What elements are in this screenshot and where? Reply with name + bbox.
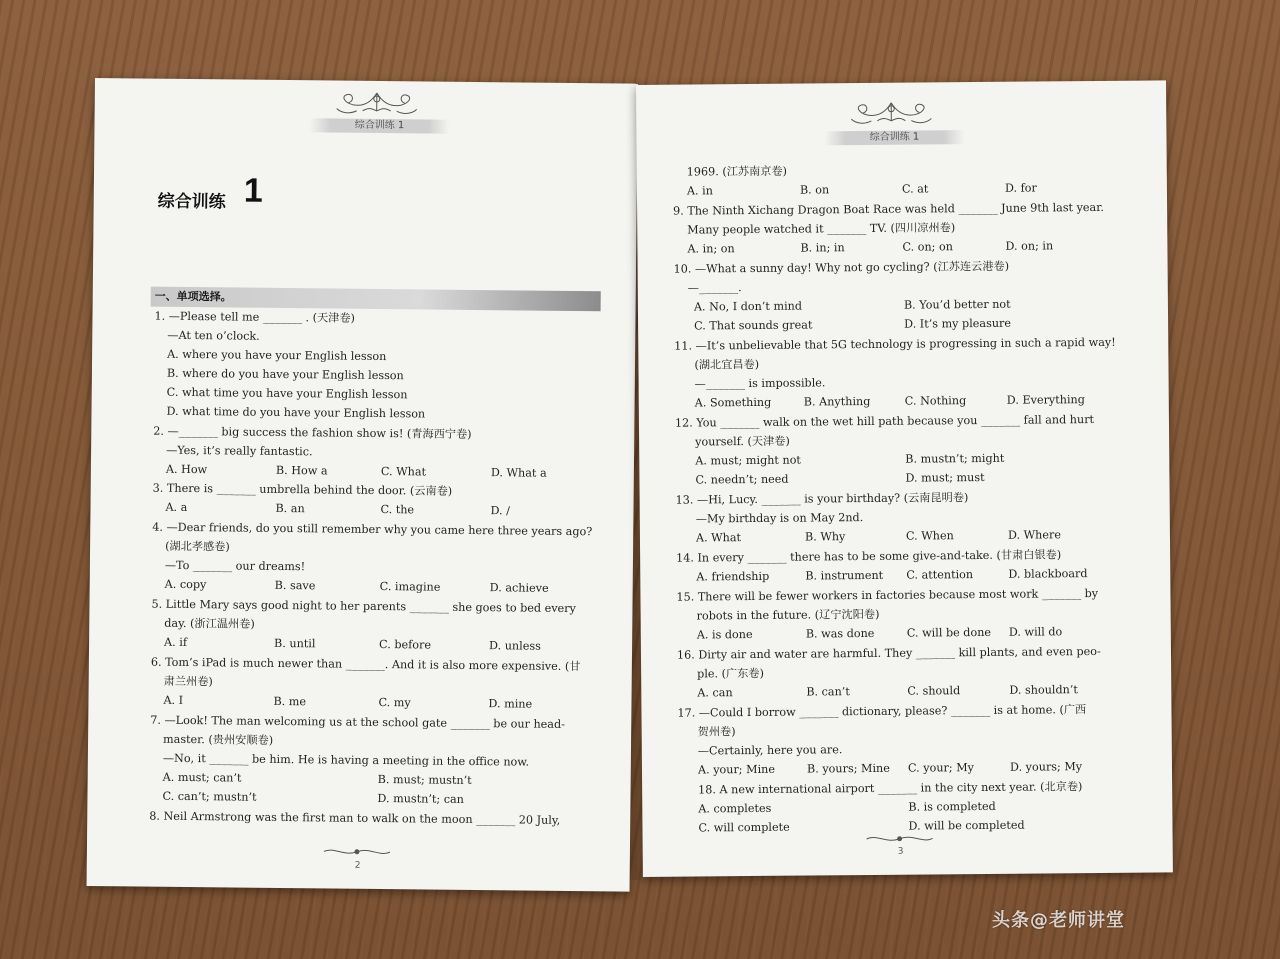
header-ornament-icon [841, 98, 941, 129]
option: C. imagine [379, 580, 441, 594]
option: A. is done [696, 628, 753, 642]
question-line: 16. Dirty air and water are harmful. They _______ kill plants, and even peo- [676, 644, 1101, 662]
option: A. must; might not [695, 453, 801, 468]
watermark: 头条@老师讲堂 [992, 910, 1125, 931]
option: B. in; in [800, 241, 845, 255]
question-line: master. (贵州安顺卷) [163, 732, 274, 747]
option: C. Nothing [904, 394, 967, 408]
option: A. friendship [696, 569, 770, 584]
option: C. will complete [698, 820, 790, 835]
question-line: —_______ is impossible. [694, 376, 826, 391]
question-line: —Certainly, here you are. [697, 743, 843, 758]
question-line: 5. Little Mary says good night to her parents _______ she goes to bed every [151, 597, 576, 616]
question-line: 13. —Hi, Lucy. _______ is your birthday? (云南昆明卷) [675, 491, 969, 507]
option: D. mustn’t; can [377, 791, 465, 806]
option: B. mustn’t; might [905, 451, 1005, 466]
option: B. can’t [806, 685, 850, 699]
chapter-title: 综合训练 [157, 191, 226, 213]
question-line: 10. —What a sunny day! Why not go cycling? (江苏连云港卷) [673, 259, 1010, 276]
question-line: (湖北宜昌卷) [694, 357, 760, 372]
option: B. is completed [908, 799, 996, 814]
option: A. completes [698, 801, 772, 816]
option: C. What [380, 465, 427, 479]
question-line: 肃兰州卷) [163, 674, 213, 689]
page-number: 3 [897, 846, 904, 857]
question-line: 15. There will be fewer workers in factories because most work _______ by [676, 586, 1099, 604]
left-page [87, 78, 638, 892]
option: B. save [274, 578, 316, 593]
question-line: —My birthday is on May 2nd. [695, 511, 864, 526]
question-line: Many people watched it _______ TV. (四川凉州卷) [687, 221, 956, 237]
header-ornament-icon [327, 88, 427, 119]
option: A. Something [694, 395, 772, 410]
question-line: day. (浙江温州卷) [164, 616, 255, 631]
option: B. You’d better not [903, 297, 1011, 312]
question-line: D. what time do you have your English lesson [166, 404, 426, 421]
question-line: ple. (广东卷) [697, 666, 764, 681]
option: C. When [905, 529, 954, 543]
option: D. unless [489, 639, 541, 653]
question-line: 7. —Look! The man welcoming us at the school gate _______ be our head- [150, 713, 566, 731]
option: A. your; Mine [697, 762, 776, 777]
option: D. must; must [905, 470, 985, 485]
option: C. before [379, 638, 432, 652]
option: D. mine [488, 697, 533, 711]
option: B. instrument [805, 568, 884, 583]
footer-ornament-icon [322, 845, 392, 858]
option: C. my [378, 696, 411, 710]
question-line: 8. Neil Armstrong was the first man to walk on the moon _______ 20 July, [149, 809, 561, 827]
option: C. at [901, 182, 929, 196]
option: C. needn’t; need [695, 472, 789, 487]
option: D. for [1004, 181, 1037, 195]
option: A. in; on [687, 242, 735, 256]
option: D. on; in [1005, 239, 1054, 253]
option: B. was done [805, 626, 875, 641]
option: C. attention [906, 568, 974, 582]
question-line: robots in the future. (辽宁沈阳卷) [696, 607, 880, 623]
option: B. until [274, 636, 316, 651]
option: C. on; on [902, 240, 953, 254]
option: B. Anything [803, 394, 871, 409]
question-line: 18. A new international airport _______ in the city next year. (北京卷) [698, 780, 1083, 797]
option: D. / [490, 504, 511, 518]
question-line: 6. Tom’s iPad is much newer than _______. And it is also more expensive. (甘 [150, 655, 581, 674]
option: C. can’t; mustn’t [162, 789, 257, 804]
option: A. I [163, 693, 184, 707]
chapter-number: 1 [243, 171, 263, 210]
option: D. achieve [489, 581, 549, 595]
question-line: 2. —_______ big success the fashion show is! (青海西宁卷) [153, 424, 472, 441]
option: D. will be completed [908, 818, 1025, 833]
option: D. What a [490, 466, 547, 480]
page-number: 2 [354, 860, 361, 871]
option: D. It’s my pleasure [904, 316, 1012, 331]
option: B. on [799, 183, 830, 197]
option: C. should [907, 684, 961, 698]
question-line: B. where do you have your English lesson [166, 366, 404, 383]
question-line: —No, it _______ be him. He is having a meeting in the office now. [162, 751, 530, 769]
option: C. That sounds great [694, 318, 813, 333]
header-title: 综合训练 1 [309, 118, 449, 133]
right-page [636, 80, 1173, 877]
option: D. blackboard [1008, 567, 1088, 581]
option: C. will be done [906, 625, 992, 640]
option: D. Where [1007, 528, 1061, 542]
option: A. How [165, 462, 208, 477]
option: B. yours; Mine [806, 761, 890, 776]
section-label: 一、单项选择。 [154, 289, 232, 304]
option: B. an [275, 501, 305, 516]
question-line: 1. —Please tell me _______ . (天津卷) [154, 309, 356, 325]
option: A. What [695, 531, 742, 545]
question-line: 12. You _______ walk on the wet hill path because you _______ fall and hurt [674, 413, 1095, 430]
question-line: A. where you have your English lesson [167, 347, 387, 364]
option: A. No, I don’t mind [693, 299, 803, 314]
question-line: 9. The Ninth Xichang Dragon Boat Race was held _______ June 9th last year. [673, 200, 1104, 218]
option: B. me [273, 694, 307, 709]
option: B. must; mustn’t [377, 772, 472, 787]
footer-ornament-icon [865, 832, 935, 845]
option: D. shouldn’t [1009, 683, 1078, 697]
option: A. in [686, 184, 713, 198]
option: B. Why [804, 530, 846, 544]
option: A. must; can’t [162, 770, 242, 785]
question-line: —To _______ our dreams! [164, 558, 306, 574]
question-line: 3. There is _______ umbrella behind the door. (云南卷) [152, 481, 453, 498]
question-line: 11. —It’s unbelievable that 5G technology is progressing in such a rapid way! [674, 335, 1116, 353]
question-line: yourself. (天津卷) [695, 434, 790, 449]
question-line: C. what time you have your English lesson [166, 385, 408, 402]
option: D. yours; My [1009, 760, 1083, 774]
question-line: 17. —Could I borrow _______ dictionary, please? _______ is at home. (广西 [677, 703, 1087, 720]
option: B. How a [275, 463, 328, 478]
question-line: 14. In every _______ there has to be some give-and-take. (甘肃白银卷) [676, 548, 1062, 565]
question-line: —Yes, it’s really fantastic. [166, 443, 313, 459]
option: C. your; My [907, 761, 975, 775]
question-line: —At ten o’clock. [167, 328, 260, 343]
option: A. a [165, 500, 188, 514]
option: A. copy [164, 577, 207, 592]
option: A. can [697, 686, 733, 700]
question-line: 4. —Dear friends, do you still remember why you came here three years ago? [152, 520, 593, 539]
question-line: 1969. (江苏南京卷) [686, 164, 788, 179]
option: A. if [164, 635, 188, 649]
option: D. Everything [1006, 393, 1085, 407]
question-line: —_______. [687, 281, 742, 295]
question-line: (湖北孝感卷) [165, 539, 230, 554]
option: C. the [380, 503, 415, 517]
option: D. will do [1008, 625, 1063, 639]
header-title: 综合训练 1 [824, 130, 964, 145]
question-line: 贺州卷) [697, 725, 736, 739]
